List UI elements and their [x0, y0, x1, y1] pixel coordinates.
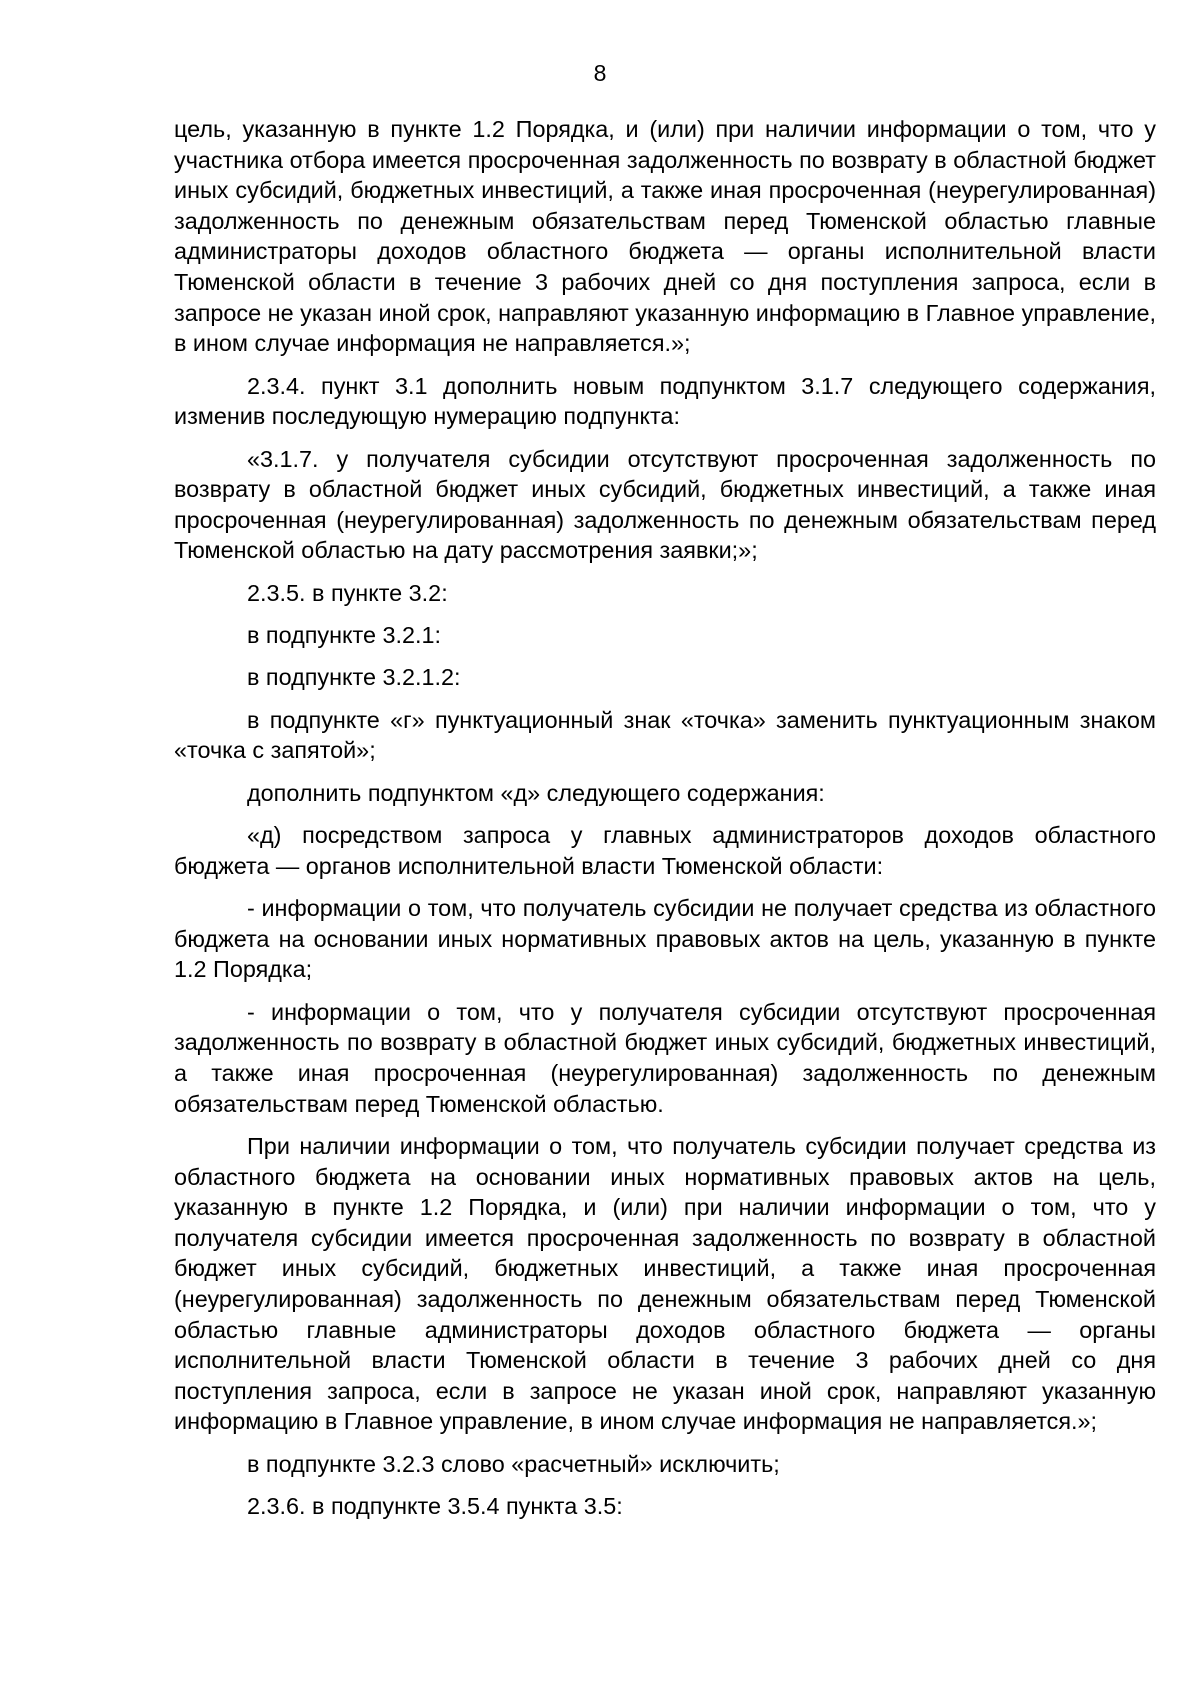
paragraph-bullet-1: - информации о том, что получатель субсидии не получает средства из областного бюджета на основании иных нормативных правовых актов на цель, указанную в пункте 1.2 Порядка;	[174, 895, 1156, 983]
paragraph-2-3-4: 2.3.4. пункт 3.1 дополнить новым подпунктом 3.1.7 следующего содержания, изменив последующую нумерацию подпункта:	[174, 372, 1156, 430]
paragraph-bullet-2: - информации о том, что у получателя субсидии отсутствуют просроченная задолженность по возврату в областной бюджет иных субсидий, бюджетных инвестиций, а также иная просроченная (неурегулированная) задолженность по денежным обязательствам перед Тюменской областью.	[174, 998, 1156, 1117]
document-body	[174, 114, 1156, 1534]
paragraph-2-3-5: 2.3.5. в пункте 3.2:	[247, 579, 448, 606]
paragraph-information-presence: При наличии информации о том, что получатель субсидии получает средства из областного бюджета на основании иных нормативных правовых актов на цель, указанную в пункте 1.2 Порядка, и (или) при наличии информации о том, что у получателя субсидии имеется просроченная задолженность по возврату в областной бюджет иных субсидий, бюджетных инвестиций, а также иная просроченная (неурегулированная) задолженность по денежным обязательствам перед Тюменской областью главные администраторы доходов областного бюджета — органы исполнительной власти Тюменской области в течение 3 рабочих дней со дня поступления запроса, если в запросе не указан иной срок, направляют указанную информацию в Главное управление, в ином случае информация не направляется.»;	[174, 1132, 1156, 1435]
paragraph-continuation: цель, указанную в пункте 1.2 Порядка, и (или) при наличии информации о том, что у участника отбора имеется просроченная задолженность по возврату в областной бюджет иных субсидий, бюджетных инвестиций, а также иная просроченная (неурегулированная) задолженность по денежным обязательствам перед Тюменской областью главные администраторы доходов областного бюджета — органы исполнительной власти Тюменской области в течение 3 рабочих дней со дня поступления запроса, если в запросе не указан иной срок, направляют указанную информацию в Главное управление, в ином случае информация не направляется.»;	[174, 116, 1156, 357]
page-number: 8	[593, 60, 607, 86]
paragraph-subitem-d: «д) посредством запроса у главных администраторов доходов областного бюджета — органов исполнительной власти Тюменской области:	[174, 822, 1156, 879]
paragraph-3-1-7: «3.1.7. у получателя субсидии отсутствуют просроченная задолженность по возврату в областной бюджет иных субсидий, бюджетных инвестиций, а также иная просроченная (неурегулированная) задолженность по денежным обязательствам перед Тюменской областью на дату рассмотрения заявки;»;	[174, 445, 1156, 564]
paragraph-3-2-1: в подпункте 3.2.1:	[247, 622, 441, 649]
paragraph-3-2-1-2: в подпункте 3.2.1.2:	[247, 664, 461, 691]
paragraph-3-2-3: в подпункте 3.2.3 слово «расчетный» исключить;	[247, 1450, 780, 1477]
paragraph-add-subitem-d: дополнить подпунктом «д» следующего содержания:	[247, 779, 825, 806]
paragraph-subitem-g: в подпункте «г» пунктуационный знак «точка» заменить пунктуационным знаком «точка с запятой»;	[174, 706, 1156, 764]
paragraph-2-3-6: 2.3.6. в подпункте 3.5.4 пункта 3.5:	[247, 1493, 623, 1520]
